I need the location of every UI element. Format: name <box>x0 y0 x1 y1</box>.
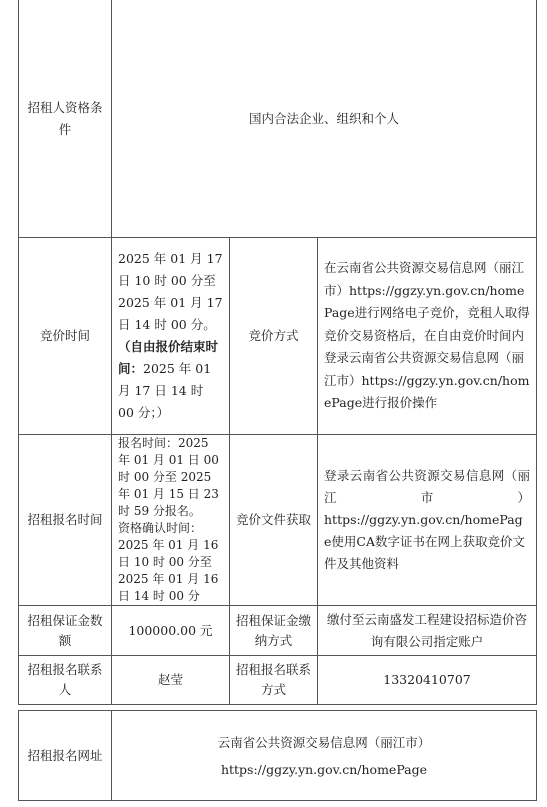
contact-value: 赵莹 <box>112 656 230 705</box>
bidding-time-value <box>112 238 230 435</box>
row-registration-time <box>19 435 537 606</box>
deposit-method-label: 招租保证金缴纳方式 <box>230 606 318 656</box>
qualification-label: 招租人资格条件 <box>19 0 112 238</box>
bidding-time-label: 竞价时间 <box>19 238 112 435</box>
row-deposit <box>19 606 537 656</box>
website-label: 招租报名网址 <box>19 711 112 801</box>
registration-time-value <box>112 435 230 606</box>
contact-phone-label: 招租报名联系方式 <box>230 656 318 705</box>
row-contact <box>19 656 537 705</box>
website-value-1: 云南省公共资源交易信息网（丽江市） <box>217 734 431 750</box>
bidding-time-plain: 2025 年 01 月 17 日 10 时 00 分至 2025 年 01 月 17 日 14 时 00 分。 <box>118 251 223 332</box>
deposit-label: 招租保证金数额 <box>19 606 112 656</box>
row-qualification <box>19 0 537 238</box>
registration-time-label: 招租报名时间 <box>19 435 112 606</box>
registration-time-1: 报名时间：2025 年 01 月 01 日 00 时 00 分至 2025 年 01 月 15 日 23 时 59 分报名。 <box>118 436 219 518</box>
qualification-value: 国内合法企业、组织和个人 <box>112 0 537 238</box>
row-website <box>19 711 537 801</box>
bidding-time-bold: （自由报价结束时间： <box>118 339 219 376</box>
doc-value-1: 登录云南省公共资源交易信息网（丽江市） <box>324 468 531 505</box>
website-table <box>18 710 537 801</box>
doc-value <box>318 435 537 606</box>
deposit-method-value: 缴付至云南盛发工程建设招标造价咨询有限公司指定账户 <box>318 606 537 656</box>
doc-label: 竞价文件获取 <box>230 435 318 606</box>
bidding-time-rest: 2025 年 01 月 17 日 14 时 00 分；） <box>118 361 212 420</box>
doc-value-2: https://ggzy.yn.gov.cn/homePage使用CA数字证书在网上获取竞价文件及其他资料 <box>324 512 525 571</box>
bidding-method-label: 竞价方式 <box>230 238 318 435</box>
website-value <box>112 711 537 801</box>
row-bidding-time <box>19 238 537 435</box>
contact-label: 招租报名联系人 <box>19 656 112 705</box>
bidding-method-value: 在云南省公共资源交易信息网（丽江市）https://ggzy.yn.gov.cn/homePage进行网络电子竞价，竞租人取得竞价交易资格后，在自由竞价时间内登录云南省公共资源交易信息网（丽江市）https://ggzy.yn.gov.cn/homePage进行报价操作 <box>318 238 537 435</box>
contact-phone-value: 13320410707 <box>318 656 537 705</box>
deposit-value: 100000.00 元 <box>112 606 230 656</box>
registration-time-2: 资格确认时间：2025 年 01 月 16 日 10 时 00 分至 2025 年 01 月 16 日 14 时 00 分 <box>118 521 219 603</box>
info-table <box>18 0 537 705</box>
website-link[interactable]: https://ggzy.yn.gov.cn/homePage <box>220 761 428 777</box>
